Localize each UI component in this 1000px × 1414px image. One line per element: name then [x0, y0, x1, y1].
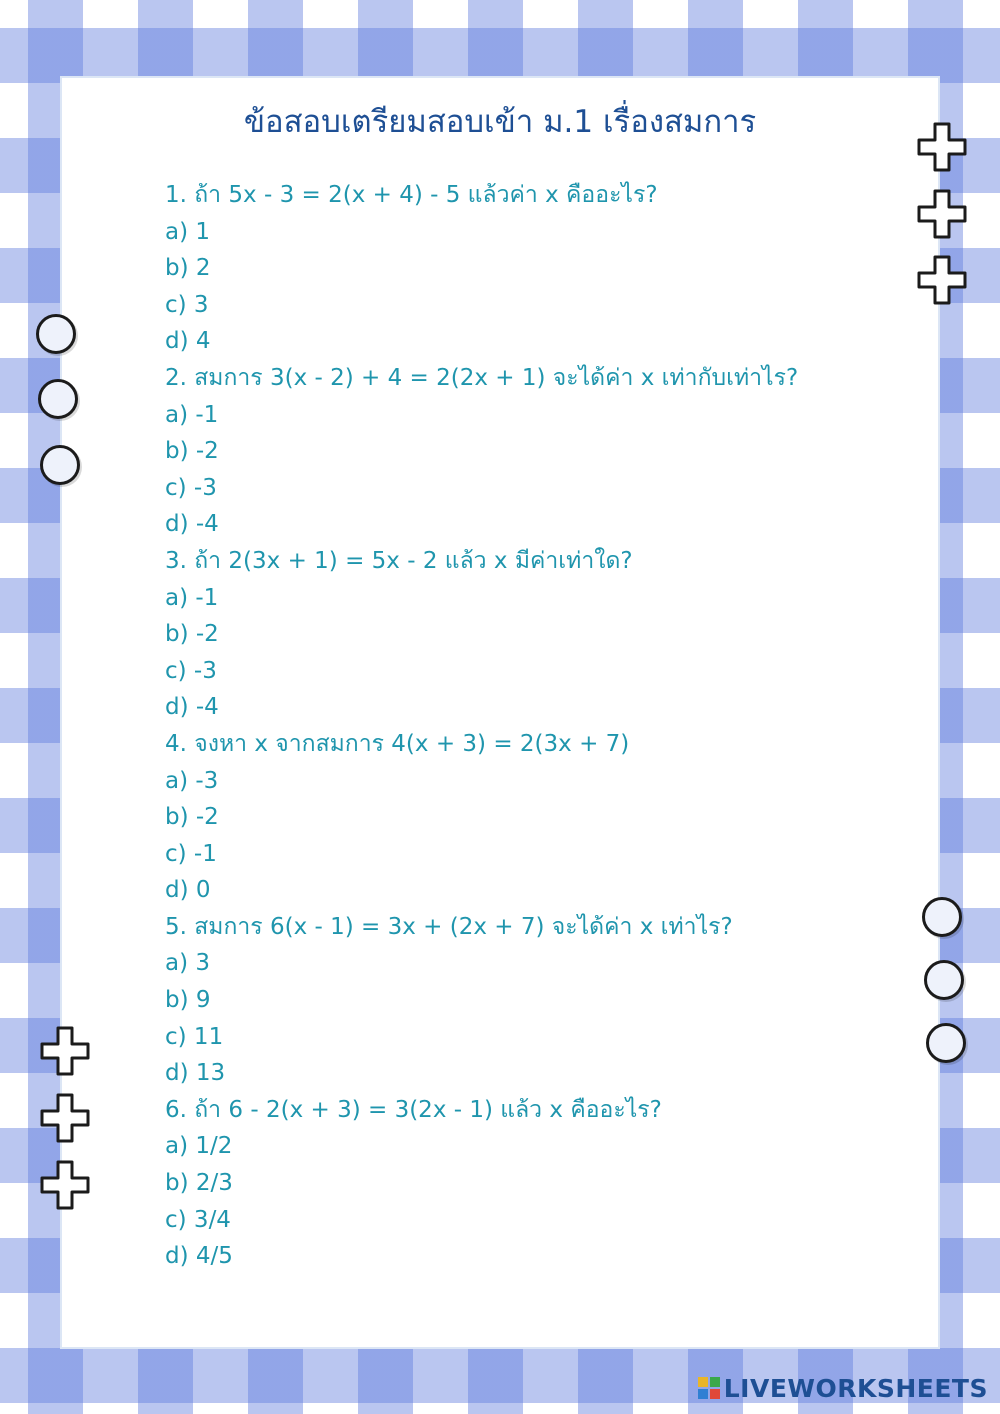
- plus-icon: [917, 189, 967, 239]
- option-6c: c) 3/4: [165, 1206, 231, 1233]
- question-4: 4. จงหา x จากสมการ 4(x + 3) = 2(3x + 7): [165, 730, 630, 757]
- binder-ring-icon: [922, 897, 962, 937]
- option-3c: c) -3: [165, 657, 217, 684]
- option-3b: b) -2: [165, 621, 219, 648]
- brand-name: LIVEWORKSHEETS: [723, 1373, 988, 1403]
- option-5a: a) 3: [165, 950, 211, 977]
- option-5b: b) 9: [165, 987, 211, 1014]
- plus-icon: [40, 1026, 90, 1076]
- binder-ring-icon: [926, 1023, 966, 1063]
- option-2b: b) -2: [165, 438, 219, 465]
- plus-icon: [917, 122, 967, 172]
- option-4a: a) -3: [165, 767, 219, 794]
- option-1b: b) 2: [165, 255, 211, 282]
- option-5d: d) 13: [165, 1060, 226, 1087]
- question-1: 1. ถ้า 5x - 3 = 2(x + 4) - 5 แล้วค่า x คืออะไร?: [165, 182, 658, 208]
- option-6d: d) 4/5: [165, 1243, 233, 1270]
- option-3d: d) -4: [165, 694, 219, 721]
- option-4d: d) 0: [165, 877, 211, 904]
- option-2c: c) -3: [165, 474, 217, 501]
- option-1c: c) 3: [165, 291, 209, 318]
- question-3: 3. ถ้า 2(3x + 1) = 5x - 2 แล้ว x มีค่าเท่าใด?: [165, 547, 633, 574]
- option-4b: b) -2: [165, 804, 219, 831]
- option-4c: c) -1: [165, 840, 217, 867]
- liveworksheets-badge-icon: [698, 1377, 720, 1399]
- option-2d: d) -4: [165, 511, 219, 538]
- option-6a: a) 1/2: [165, 1133, 233, 1160]
- question-list: [165, 177, 925, 1275]
- question-5: 5. สมการ 6(x - 1) = 3x + (2x + 7) จะได้ค่า x เท่าไร?: [165, 913, 733, 940]
- option-1d: d) 4: [165, 328, 211, 355]
- option-2a: a) -1: [165, 401, 219, 428]
- option-6b: b) 2/3: [165, 1170, 233, 1197]
- option-3a: a) -1: [165, 584, 219, 611]
- binder-ring-icon: [924, 960, 964, 1000]
- binder-ring-icon: [38, 379, 78, 419]
- binder-ring-icon: [36, 314, 76, 354]
- question-6: 6. ถ้า 6 - 2(x + 3) = 3(2x - 1) แล้ว x คืออะไร?: [165, 1096, 662, 1123]
- binder-ring-icon: [40, 445, 80, 485]
- question-2: 2. สมการ 3(x - 2) + 4 = 2(2x + 1) จะได้ค่า x เท่ากับเท่าไร?: [165, 364, 799, 391]
- plus-icon: [40, 1093, 90, 1143]
- option-5c: c) 11: [165, 1023, 224, 1050]
- plus-icon: [917, 255, 967, 305]
- plus-icon: [40, 1160, 90, 1210]
- liveworksheets-logo: [698, 1372, 988, 1404]
- option-1a: a) 1: [165, 218, 211, 245]
- page-title: ข้อสอบเตรียมสอบเข้า ม.1 เรื่องสมการ: [243, 104, 757, 140]
